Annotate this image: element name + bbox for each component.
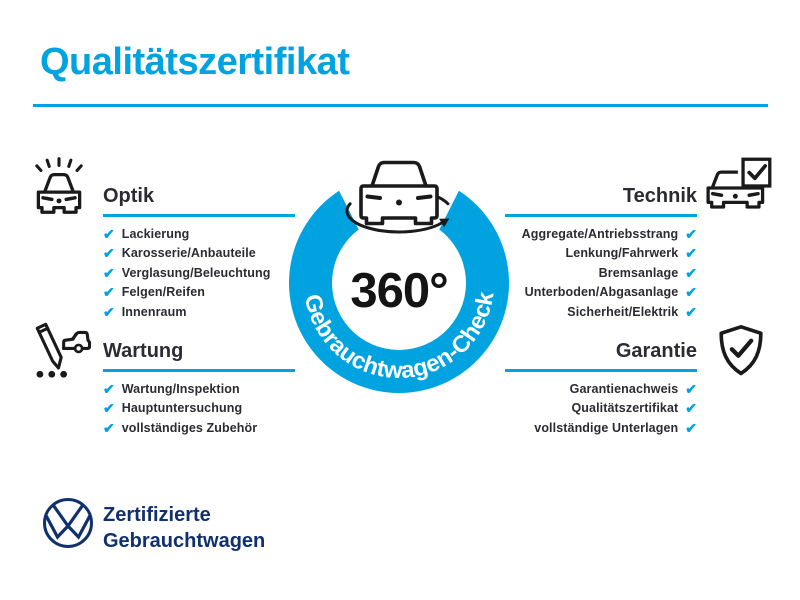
section-title-wartung: Wartung (103, 340, 184, 362)
check-icon: ✔ (685, 303, 697, 320)
checklist-garantie (534, 379, 697, 438)
check-icon: ✔ (103, 400, 115, 417)
checklist-item: ✔ Karosserie/Anbauteile (103, 245, 256, 262)
section-title-optik: Optik (103, 185, 155, 207)
checklist-item: Sicherheit/Elektrik ✔ (567, 303, 697, 320)
section-title-technik: Technik (622, 185, 697, 207)
checklist-item: vollständige Unterlagen ✔ (534, 419, 697, 436)
check-icon: ✔ (103, 264, 115, 281)
check-icon: ✔ (103, 284, 115, 301)
car-checkbox-icon (704, 157, 778, 217)
checklist-item: Bremsanlage ✔ (598, 264, 697, 281)
check-icon: ✔ (103, 380, 115, 397)
section-header-wartung (103, 339, 295, 372)
brand-claim-line2: Gebrauchtwagen (103, 530, 266, 552)
check-icon: ✔ (685, 419, 697, 436)
brand-claim-line1: Zertifizierte (103, 504, 211, 526)
title-divider (33, 104, 768, 107)
checklist-item: Qualitätszertifikat ✔ (571, 400, 697, 417)
checklist-item: Unterboden/Abgasanlage ✔ (524, 284, 697, 301)
checklist-item: ✔ Hauptuntersuchung (103, 400, 243, 417)
degrees-label: 360° (350, 264, 448, 318)
checklist-item: ✔ Felgen/Reifen (103, 284, 205, 301)
check-icon: ✔ (685, 380, 697, 397)
section-title-garantie: Garantie (615, 340, 697, 362)
section-header-garantie (505, 339, 697, 372)
badge-360-check (279, 148, 519, 398)
check-icon: ✔ (685, 284, 697, 301)
car-shine-icon (26, 156, 92, 218)
brand-claim (103, 502, 265, 554)
checklist-technik (522, 224, 697, 322)
section-header-optik (103, 184, 295, 217)
checklist-item: Garantienachweis ✔ (569, 380, 697, 397)
check-icon: ✔ (103, 419, 115, 436)
car-rotation-icon (347, 163, 449, 232)
check-icon: ✔ (685, 245, 697, 262)
checklist-item: ✔ Innenraum (103, 303, 187, 320)
check-icon: ✔ (685, 225, 697, 242)
checklist-item: ✔ Wartung/Inspektion (103, 380, 240, 397)
checklist-item: ✔ Verglasung/Beleuchtung (103, 264, 271, 281)
checklist-item: Aggregate/Antriebsstrang ✔ (521, 225, 697, 242)
section-header-technik (505, 184, 697, 217)
checklist-item: ✔ Lackierung (103, 225, 190, 242)
check-icon: ✔ (103, 245, 115, 262)
ring-label: Gebrauchtwagen-Check (299, 289, 499, 384)
pencil-car-checklist-icon (26, 318, 92, 382)
checklist-item: ✔ vollständiges Zubehör (103, 419, 258, 436)
vw-logo (41, 496, 95, 550)
check-icon: ✔ (685, 400, 697, 417)
shield-check-icon (711, 323, 771, 381)
check-icon: ✔ (103, 225, 115, 242)
checklist-optik (103, 224, 271, 322)
check-icon: ✔ (103, 303, 115, 320)
checklist-wartung (103, 379, 257, 438)
page-title: Qualitätszertifikat (40, 41, 350, 83)
check-icon: ✔ (685, 264, 697, 281)
checklist-item: Lenkung/Fahrwerk ✔ (565, 245, 697, 262)
